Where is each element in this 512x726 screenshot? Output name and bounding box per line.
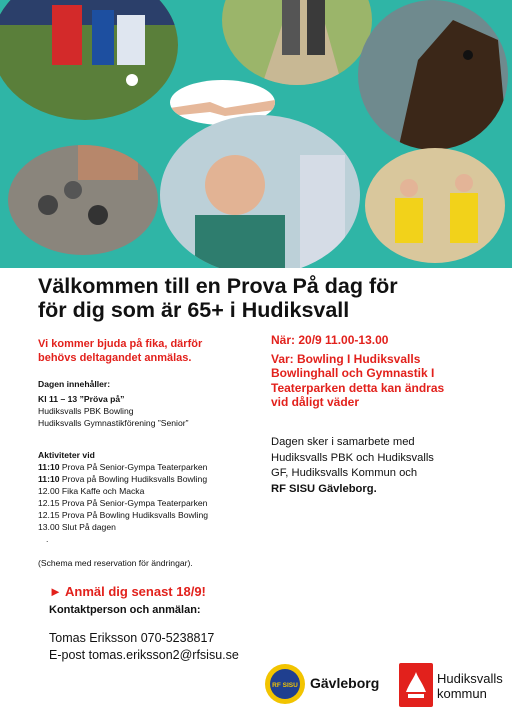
photo-walkers <box>222 0 372 85</box>
rf-sisu-badge-icon <box>264 663 306 705</box>
activity-text: Prova På Senior-Gympa Teaterparken <box>61 462 208 472</box>
activities <box>38 449 208 545</box>
when-text: När: 20/9 11.00-13.00 <box>271 333 389 347</box>
activity-row <box>38 461 208 473</box>
activity-text: Prova På Bowling Hudiksvalls Bowling <box>61 510 209 520</box>
day-contents <box>38 378 188 429</box>
cooperation-line: GF, Hudiksvalls Kommun och <box>271 467 418 479</box>
activity-text: Fika Kaffe och Macka <box>61 486 145 496</box>
activity-text: Prova På Senior-Gympa Teaterparken <box>61 498 208 508</box>
where-line: vid dåligt väder <box>271 395 360 409</box>
photo-gymnastics <box>365 148 505 263</box>
headline <box>38 274 508 322</box>
cooperation-bold-line: RF SISU Gävleborg. <box>271 482 377 495</box>
activity-time: 12.00 <box>38 486 60 496</box>
photo-football-seniors <box>0 0 178 120</box>
headline-line-2: för dig som är 65+ i Hudiksvall <box>38 298 350 322</box>
intro-text <box>38 337 202 365</box>
hudiksvall-crest-icon <box>398 662 434 708</box>
where-line: Teaterparken detta kan ändras <box>271 380 445 395</box>
activity-time: 13.00 <box>38 522 60 532</box>
headline-line-1: Välkommen till en Prova På dag för <box>38 274 398 298</box>
activity-time: 12.15 <box>38 498 60 508</box>
where-line: Var: Bowling I Hudiksvalls <box>271 351 421 366</box>
hudiksvall-kommun-logo <box>398 662 508 708</box>
intro-line-2: behövs deltagandet anmälas. <box>38 352 192 364</box>
where-line: Bowlinghall och Gymnastik I <box>271 366 435 380</box>
rf-sisu-badge-text: RF SISU <box>272 682 298 689</box>
activity-time: 12.15 <box>38 510 60 520</box>
intro-line-1: Vi kommer bjuda på fika, därför <box>38 338 203 350</box>
gavleborg-logo-text: Gävleborg <box>310 675 380 691</box>
contact-email: E-post tomas.eriksson2@rfsisu.se <box>49 648 239 662</box>
activity-text: Prova på Bowling Hudiksvalls Bowling <box>61 474 208 484</box>
contents-time: Kl 11 – 13 ”Pröva på” <box>38 394 125 404</box>
activity-row <box>38 485 208 497</box>
kommun-name-line-2: kommun <box>437 686 487 701</box>
activities-dot: . <box>46 534 49 544</box>
rf-sisu-logo <box>264 663 306 705</box>
photo-boules <box>8 145 158 255</box>
activities-heading: Aktiviteter vid <box>38 450 95 460</box>
photo-cheering-woman <box>160 115 360 268</box>
photo-horse <box>358 0 508 150</box>
contents-heading: Dagen innehåller: <box>38 379 111 389</box>
activity-row <box>38 521 208 533</box>
schedule-note: (Schema med reservation för ändringar). <box>38 558 193 568</box>
cooperation-text <box>271 435 434 497</box>
kommun-name-line-1: Hudiksvalls <box>437 671 503 686</box>
signup-deadline: ► Anmäl dig senast 18/9! <box>49 584 206 599</box>
contents-item: Hudiksvalls PBK Bowling <box>38 406 134 416</box>
activity-time: 11:10 <box>38 474 60 484</box>
activities-list <box>38 461 208 533</box>
activity-time: 11:10 <box>38 462 60 472</box>
activity-row <box>38 509 208 521</box>
activity-row <box>38 497 208 509</box>
photo-collage <box>0 0 512 268</box>
contact-name-phone: Tomas Eriksson 070-5238817 <box>49 631 215 645</box>
when-where <box>271 333 444 410</box>
activity-row <box>38 473 208 485</box>
contents-item: Hudiksvalls Gymnastikförening ”Senior” <box>38 418 189 428</box>
cooperation-line: Dagen sker i samarbete med <box>271 436 415 448</box>
activity-text: Slut På dagen <box>61 522 116 532</box>
contact-heading: Kontaktperson och anmälan: <box>49 604 201 616</box>
cooperation-line: Hudiksvalls PBK och Hudiksvalls <box>271 451 434 464</box>
